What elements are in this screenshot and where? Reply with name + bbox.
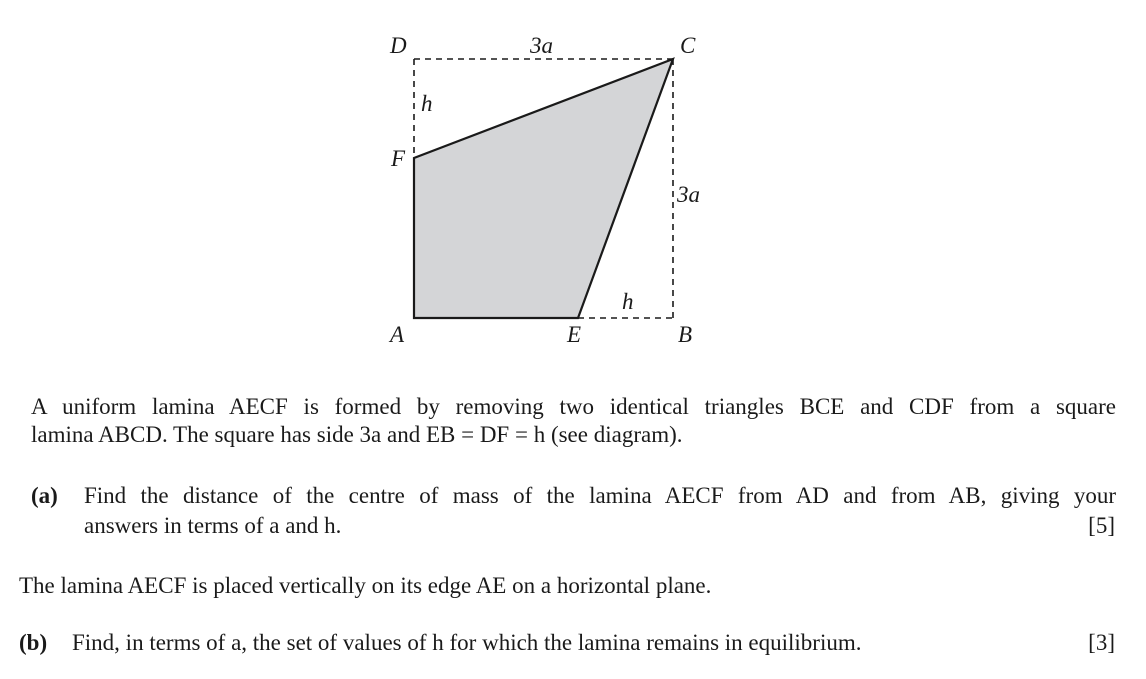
label-f: F <box>391 146 406 171</box>
intro-line-2: lamina ABCD. The square has side 3a and EB = DF = h (see diagram). <box>31 422 683 447</box>
part-a-marks: [5] <box>1088 513 1115 538</box>
part-b-label: (b) <box>19 630 48 655</box>
label-a: A <box>390 322 405 347</box>
label-c: C <box>680 33 696 58</box>
part-a-label: (a) <box>31 483 58 508</box>
label-top-side: 3a <box>530 33 553 58</box>
label-b: B <box>678 322 693 347</box>
label-h-left: h <box>421 91 433 116</box>
label-e: E <box>567 322 582 347</box>
label-h-bottom: h <box>622 289 634 314</box>
intro-line-1: A uniform lamina AECF is formed by removing two identical triangles BCE and CDF from a square <box>31 394 1116 419</box>
label-d: D <box>390 33 407 58</box>
label-right-side: 3a <box>677 182 700 207</box>
part-b-marks: [3] <box>1088 630 1115 655</box>
part-a-line-2: answers in terms of a and h. <box>84 513 342 538</box>
part-b-text: Find, in terms of a, the set of values of h for which the lamina remains in equilibrium. <box>72 630 862 655</box>
part-a-line-1: Find the distance of the centre of mass of the lamina AECF from AD and from AB, giving your <box>84 483 1116 508</box>
statement: The lamina AECF is placed vertically on its edge AE on a horizontal plane. <box>19 573 712 598</box>
